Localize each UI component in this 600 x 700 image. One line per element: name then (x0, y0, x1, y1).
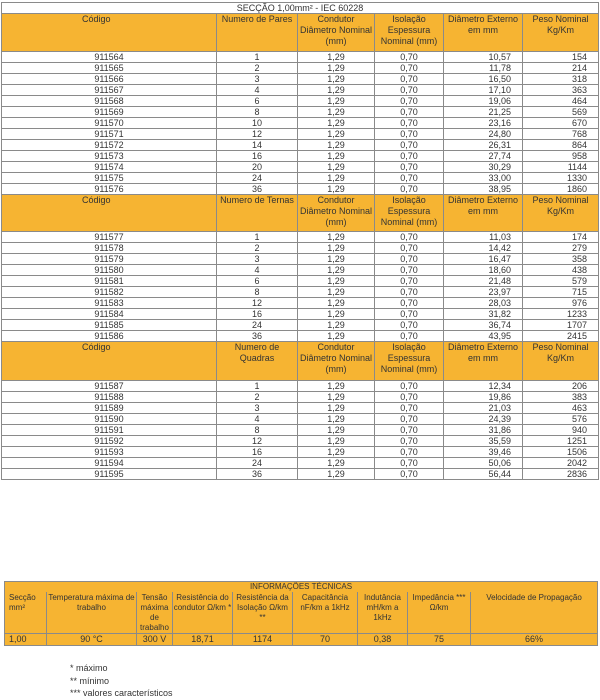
table-cell: 20 (217, 162, 298, 173)
table-cell: 0,70 (375, 85, 444, 96)
technical-info-value: 70 (293, 634, 358, 646)
table-cell: 0,70 (375, 265, 444, 276)
table-row (2, 243, 599, 254)
table-row (2, 140, 599, 151)
table-cell: 8 (217, 425, 298, 436)
table-cell: 1,29 (298, 381, 375, 392)
table-cell: 1,29 (298, 414, 375, 425)
table-cell: 8 (217, 287, 298, 298)
table-cell: 715 (523, 287, 599, 298)
table-cell: 1,29 (298, 74, 375, 85)
table-cell: 56,44 (444, 469, 523, 480)
table-cell: 911578 (2, 243, 217, 254)
table-row (2, 151, 599, 162)
column-header: Diâmetro Externo em mm (444, 195, 523, 232)
table-cell: 0,70 (375, 52, 444, 63)
column-header: Peso Nominal Kg/Km (523, 195, 599, 232)
table-cell: 0,70 (375, 425, 444, 436)
table-row (2, 298, 599, 309)
table-row (2, 232, 599, 243)
table-cell: 0,70 (375, 458, 444, 469)
table-cell: 8 (217, 107, 298, 118)
table-cell: 24 (217, 458, 298, 469)
table-cell: 1 (217, 381, 298, 392)
column-header: Diâmetro Externo em mm (444, 14, 523, 52)
technical-info-header: Impedância *** Ω/km (408, 592, 471, 634)
table-cell: 0,70 (375, 447, 444, 458)
table-cell: 21,48 (444, 276, 523, 287)
table-cell: 3 (217, 254, 298, 265)
table-cell: 358 (523, 254, 599, 265)
table-cell: 1,29 (298, 265, 375, 276)
table-row (2, 447, 599, 458)
table-row (2, 392, 599, 403)
table-cell: 911574 (2, 162, 217, 173)
table-cell: 576 (523, 414, 599, 425)
table-cell: 206 (523, 381, 599, 392)
table-cell: 1,29 (298, 309, 375, 320)
table-cell: 31,86 (444, 425, 523, 436)
table-cell: 0,70 (375, 298, 444, 309)
table-cell: 1,29 (298, 243, 375, 254)
table-cell: 39,46 (444, 447, 523, 458)
table-row (2, 436, 599, 447)
table-cell: 35,59 (444, 436, 523, 447)
technical-info-header: Secção mm² (5, 592, 47, 634)
table-cell: 464 (523, 96, 599, 107)
table-cell: 12 (217, 298, 298, 309)
table-cell: 911591 (2, 425, 217, 436)
table-cell: 958 (523, 151, 599, 162)
column-header: Código (2, 195, 217, 232)
table-row (2, 96, 599, 107)
table-cell: 38,95 (444, 184, 523, 195)
technical-info-header: Resistência da Isolação Ω/km ** (233, 592, 293, 634)
table-cell: 14 (217, 140, 298, 151)
table-cell: 16 (217, 447, 298, 458)
table-cell: 1,29 (298, 184, 375, 195)
table-cell: 911586 (2, 331, 217, 342)
section-header-row (2, 195, 599, 232)
section-header-row (2, 14, 599, 52)
table-cell: 4 (217, 414, 298, 425)
technical-info-value: 0,38 (358, 634, 408, 646)
table-cell: 383 (523, 392, 599, 403)
table-cell: 0,70 (375, 287, 444, 298)
table-cell: 911582 (2, 287, 217, 298)
table-row (2, 118, 599, 129)
table-cell: 1707 (523, 320, 599, 331)
table-cell: 1 (217, 232, 298, 243)
table-cell: 23,97 (444, 287, 523, 298)
table-cell: 911577 (2, 232, 217, 243)
technical-info-value: 300 V (137, 634, 173, 646)
table-cell: 911585 (2, 320, 217, 331)
table-cell: 154 (523, 52, 599, 63)
table-cell: 569 (523, 107, 599, 118)
table-cell: 36 (217, 331, 298, 342)
technical-info-header: Resistência do condutor Ω/km * (173, 592, 233, 634)
technical-info-table (4, 581, 598, 646)
table-row (2, 458, 599, 469)
table-cell: 911590 (2, 414, 217, 425)
table-cell: 1,29 (298, 173, 375, 184)
table-cell: 0,70 (375, 469, 444, 480)
table-cell: 16,47 (444, 254, 523, 265)
table-cell: 11,03 (444, 232, 523, 243)
table-cell: 911584 (2, 309, 217, 320)
table-row (2, 469, 599, 480)
table-cell: 1144 (523, 162, 599, 173)
technical-info-value: 1,00 (5, 634, 47, 646)
table-cell: 0,70 (375, 254, 444, 265)
table-cell: 1,29 (298, 447, 375, 458)
table-cell: 0,70 (375, 118, 444, 129)
table-cell: 12 (217, 129, 298, 140)
technical-info-value: 66% (471, 634, 598, 646)
technical-info-value: 18,71 (173, 634, 233, 646)
table-cell: 1,29 (298, 151, 375, 162)
table-cell: 24 (217, 320, 298, 331)
table-cell: 2042 (523, 458, 599, 469)
table-cell: 438 (523, 265, 599, 276)
table-cell: 1 (217, 52, 298, 63)
table-cell: 1,29 (298, 96, 375, 107)
table-cell: 1,29 (298, 118, 375, 129)
table-cell: 1,29 (298, 232, 375, 243)
column-header: Condutor Diâmetro Nominal (mm) (298, 342, 375, 381)
table-cell: 2 (217, 243, 298, 254)
table-cell: 318 (523, 74, 599, 85)
column-header: Código (2, 342, 217, 381)
table-cell: 911594 (2, 458, 217, 469)
table-cell: 21,03 (444, 403, 523, 414)
table-cell: 19,06 (444, 96, 523, 107)
table-cell: 1,29 (298, 107, 375, 118)
table-cell: 0,70 (375, 232, 444, 243)
table-row (2, 129, 599, 140)
table-cell: 864 (523, 140, 599, 151)
table-title: SECÇÃO 1,00mm² - IEC 60228 (2, 3, 599, 14)
table-cell: 36,74 (444, 320, 523, 331)
table-cell: 1,29 (298, 162, 375, 173)
table-cell: 50,06 (444, 458, 523, 469)
table-cell: 1,29 (298, 254, 375, 265)
table-row (2, 107, 599, 118)
table-cell: 911565 (2, 63, 217, 74)
table-cell: 911567 (2, 85, 217, 96)
table-cell: 911571 (2, 129, 217, 140)
table-cell: 670 (523, 118, 599, 129)
table-row (2, 265, 599, 276)
table-cell: 0,70 (375, 129, 444, 140)
table-cell: 1,29 (298, 436, 375, 447)
column-header: Código (2, 14, 217, 52)
table-cell: 0,70 (375, 151, 444, 162)
table-cell: 174 (523, 232, 599, 243)
table-cell: 12,34 (444, 381, 523, 392)
table-cell: 911593 (2, 447, 217, 458)
table-cell: 0,70 (375, 74, 444, 85)
table-cell: 6 (217, 276, 298, 287)
table-cell: 911564 (2, 52, 217, 63)
column-header: Numero de Quadras (217, 342, 298, 381)
table-row (2, 331, 599, 342)
column-header: Isolação Espessura Nominal (mm) (375, 195, 444, 232)
table-row (2, 320, 599, 331)
table-cell: 18,60 (444, 265, 523, 276)
table-cell: 911581 (2, 276, 217, 287)
table-cell: 2 (217, 392, 298, 403)
table-cell: 0,70 (375, 184, 444, 195)
table-cell: 10 (217, 118, 298, 129)
table-row (2, 287, 599, 298)
table-cell: 911568 (2, 96, 217, 107)
table-cell: 0,70 (375, 173, 444, 184)
table-cell: 911570 (2, 118, 217, 129)
table-cell: 463 (523, 403, 599, 414)
table-cell: 3 (217, 403, 298, 414)
table-cell: 0,70 (375, 243, 444, 254)
table-cell: 0,70 (375, 107, 444, 118)
table-cell: 16 (217, 309, 298, 320)
table-cell: 214 (523, 63, 599, 74)
table-cell: 23,16 (444, 118, 523, 129)
table-cell: 3 (217, 74, 298, 85)
table-cell: 28,03 (444, 298, 523, 309)
technical-info-header: Velocidade de Propagação (471, 592, 598, 634)
table-cell: 0,70 (375, 320, 444, 331)
table-row (2, 85, 599, 96)
table-cell: 31,82 (444, 309, 523, 320)
technical-info-header: Tensão máxima de trabalho (137, 592, 173, 634)
table-cell: 30,29 (444, 162, 523, 173)
table-cell: 16 (217, 151, 298, 162)
column-header: Isolação Espessura Nominal (mm) (375, 342, 444, 381)
table-cell: 1,29 (298, 469, 375, 480)
column-header: Isolação Espessura Nominal (mm) (375, 14, 444, 52)
table-row (2, 381, 599, 392)
table-cell: 43,95 (444, 331, 523, 342)
technical-info-value: 1174 (233, 634, 293, 646)
table-cell: 911572 (2, 140, 217, 151)
table-cell: 0,70 (375, 63, 444, 74)
table-cell: 10,57 (444, 52, 523, 63)
table-cell: 1506 (523, 447, 599, 458)
table-cell: 911579 (2, 254, 217, 265)
table-cell: 911588 (2, 392, 217, 403)
technical-info-value: 90 °C (47, 634, 137, 646)
table-cell: 1860 (523, 184, 599, 195)
technical-info-header-row (5, 592, 598, 634)
table-cell: 1,29 (298, 320, 375, 331)
table-cell: 911566 (2, 74, 217, 85)
table-cell: 1,29 (298, 85, 375, 96)
table-cell: 6 (217, 96, 298, 107)
table-cell: 33,00 (444, 173, 523, 184)
table-cell: 4 (217, 85, 298, 96)
table-cell: 1,29 (298, 63, 375, 74)
table-cell: 24,80 (444, 129, 523, 140)
table-cell: 0,70 (375, 140, 444, 151)
table-cell: 911595 (2, 469, 217, 480)
table-cell: 1,29 (298, 287, 375, 298)
table-cell: 911589 (2, 403, 217, 414)
section-header-row (2, 342, 599, 381)
table-cell: 579 (523, 276, 599, 287)
table-cell: 976 (523, 298, 599, 309)
column-header: Condutor Diâmetro Nominal (mm) (298, 14, 375, 52)
table-row (2, 414, 599, 425)
footnote: ** mínimo (70, 675, 110, 686)
table-cell: 1,29 (298, 458, 375, 469)
table-cell: 911573 (2, 151, 217, 162)
table-cell: 911576 (2, 184, 217, 195)
technical-info-header: Capacitância nF/km a 1kHz (293, 592, 358, 634)
table-cell: 2 (217, 63, 298, 74)
table-cell: 1,29 (298, 140, 375, 151)
table-cell: 26,31 (444, 140, 523, 151)
table-cell: 911592 (2, 436, 217, 447)
table-row (2, 254, 599, 265)
table-cell: 2415 (523, 331, 599, 342)
table-cell: 0,70 (375, 381, 444, 392)
table-row (2, 184, 599, 195)
table-cell: 1,29 (298, 298, 375, 309)
column-header: Diâmetro Externo em mm (444, 342, 523, 381)
footnotes (70, 662, 173, 700)
table-row (2, 403, 599, 414)
table-cell: 24 (217, 173, 298, 184)
table-row (2, 63, 599, 74)
table-cell: 1330 (523, 173, 599, 184)
technical-info-title: INFORMAÇÕES TÉCNICAS (5, 582, 598, 593)
footnote: * máximo (70, 663, 108, 673)
table-cell: 2836 (523, 469, 599, 480)
table-cell: 36 (217, 184, 298, 195)
table-cell: 1251 (523, 436, 599, 447)
table-cell: 1,29 (298, 392, 375, 403)
table-cell: 24,39 (444, 414, 523, 425)
table-cell: 21,25 (444, 107, 523, 118)
table-row (2, 162, 599, 173)
table-row (2, 276, 599, 287)
table-row (2, 74, 599, 85)
table-cell: 0,70 (375, 162, 444, 173)
table-cell: 12 (217, 436, 298, 447)
table-cell: 14,42 (444, 243, 523, 254)
table-row (2, 52, 599, 63)
technical-info-header: Indutância mH/km a 1kHz (358, 592, 408, 634)
table-cell: 0,70 (375, 403, 444, 414)
table-cell: 911580 (2, 265, 217, 276)
table-cell: 1233 (523, 309, 599, 320)
table-cell: 0,70 (375, 331, 444, 342)
table-cell: 911587 (2, 381, 217, 392)
table-cell: 11,78 (444, 63, 523, 74)
table-cell: 27,74 (444, 151, 523, 162)
technical-info-header: Temperatura máxima de trabalho (47, 592, 137, 634)
table-cell: 363 (523, 85, 599, 96)
table-cell: 911575 (2, 173, 217, 184)
table-cell: 1,29 (298, 425, 375, 436)
technical-info-values-row (5, 634, 598, 646)
table-cell: 4 (217, 265, 298, 276)
table-cell: 19,86 (444, 392, 523, 403)
table-cell: 0,70 (375, 276, 444, 287)
table-cell: 940 (523, 425, 599, 436)
table-cell: 911583 (2, 298, 217, 309)
table-row (2, 173, 599, 184)
column-header: Condutor Diâmetro Nominal (mm) (298, 195, 375, 232)
table-row (2, 309, 599, 320)
column-header: Peso Nominal Kg/Km (523, 342, 599, 381)
table-cell: 0,70 (375, 309, 444, 320)
footnote: *** valores característicos (70, 688, 173, 698)
table-cell: 17,10 (444, 85, 523, 96)
table-cell: 0,70 (375, 392, 444, 403)
table-cell: 16,50 (444, 74, 523, 85)
table-cell: 36 (217, 469, 298, 480)
table-cell: 1,29 (298, 331, 375, 342)
table-cell: 1,29 (298, 403, 375, 414)
technical-info-value: 75 (408, 634, 471, 646)
column-header: Numero de Ternas (217, 195, 298, 232)
table-cell: 768 (523, 129, 599, 140)
cable-spec-table (1, 2, 599, 480)
table-cell: 911569 (2, 107, 217, 118)
table-cell: 0,70 (375, 96, 444, 107)
table-row (2, 425, 599, 436)
table-cell: 1,29 (298, 129, 375, 140)
table-cell: 0,70 (375, 414, 444, 425)
table-cell: 0,70 (375, 436, 444, 447)
column-header: Numero de Pares (217, 14, 298, 52)
table-cell: 1,29 (298, 276, 375, 287)
table-cell: 279 (523, 243, 599, 254)
table-cell: 1,29 (298, 52, 375, 63)
column-header: Peso Nominal Kg/Km (523, 14, 599, 52)
